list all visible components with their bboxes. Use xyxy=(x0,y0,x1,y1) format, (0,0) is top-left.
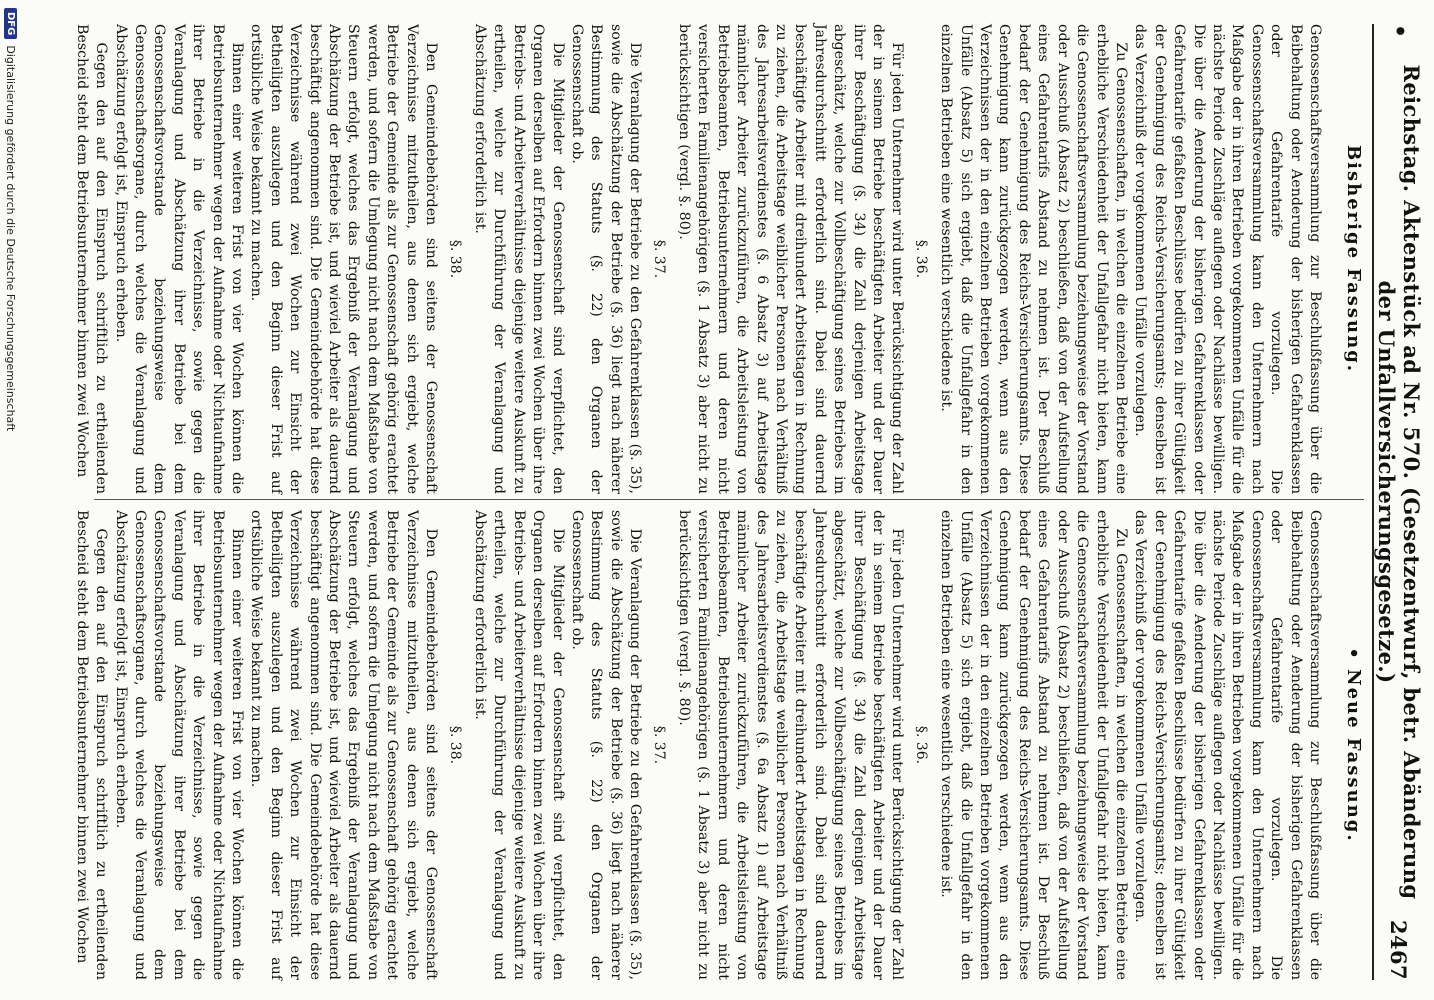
paragraph: Den Gemeindebehörden sind seitens der Genossenschaft Verzeichnisse mitzutheilen, aus denen sich ergiebt, welche Betriebe der Gemeinde als zur Genossenschaft gehörig erachtet werden, und sofern die Umlegung nicht nach dem Maßstabe von Steuern erfolgt, welches das Ergebniß der Veranlagung und Abschätzung der Betriebe ist, und wieviel Arbeiter als dauernd beschäftigt angenommen sind. Die Gemeindebehörde hat diese Verzeichnisse während zwei Wochen zur Einsicht der Betheiligten auszulegen und den Beginn dieser Frist auf ortsübliche Weise bekannt zu machen. xyxy=(248,510,440,980)
paragraph: Die Mitglieder der Genossenschaft sind verpflichtet, den Organen derselben auf Erfordern binnen zwei Wochen über ihre Betriebs- und Arbeiterverhältnisse diejenige weitere Auskunft zu ertheilen, welche zur Durchführung der Veranlagung und Abschätzung erforderlich ist. xyxy=(471,510,566,980)
paragraph: Binnen einer weiteren Frist von vier Wochen können die Betriebsunternehmer wegen der Aufnahme oder Nichtaufnahme ihrer Betriebe in die Verzeichnisse, sowie gegen die Veranlagung und Abschätzung ihrer Betriebe bei dem Genossenschaftsvorstande beziehungsweise dem Genossenschaftsorgane, durch welches die Veranlagung und Abschätzung erfolgt ist, Einspruch erheben. xyxy=(112,510,246,980)
page-number: 2467 xyxy=(1386,919,1412,980)
section-heading: §. 38. xyxy=(446,725,463,765)
paragraph: Zu Genossenschaften, in welchen die einzelnen Betriebe eine erhebliche Verschiedenheit der Unfallgefahr nicht bieten, kann die Genossenschaftsversammlung beziehungsweise der Vorstand oder Ausschuß (Absatz 2) beschließen, daß von der Aufstellung eines Gefahrentarifs Abstand zu nehmen ist. Der Beschluß bedarf der Genehmigung des Reichs-Versicherungsamts. Diese Genehmigung kann zurückgezogen werden, wenn aus den Verzeichnissen der in den einzelnen Betrieben vorgekommenen Unfälle (Absatz 5) sich ergiebt, daß die Unfallgefahr in den einzelnen Betrieben eine wesentlich verschiedene ist. xyxy=(938,24,1129,494)
section-heading: §. 36. xyxy=(912,725,929,765)
paragraph: Die Veranlagung der Betriebe zu den Gefahrenklassen (§. 35), sowie die Abschätzung der Betriebe (§. 36) liegt nach näherer Bestimmung des Statuts (§. 22) den Organen der Genossenschaft ob. xyxy=(568,24,644,494)
header-rule xyxy=(1372,24,1374,980)
page-title: Reichstag. Aktenstück ad Nr. 570. (Gesetzentwurf, betr. Abänderung der Unfallversicherungsgesetze.) xyxy=(1374,64,1424,900)
dfg-logo: DFG xyxy=(5,8,18,39)
paragraph: Binnen einer weiteren Frist von vier Wochen können die Betriebsunternehmer wegen der Aufnahme oder Nichtaufnahme ihrer Betriebe in die Verzeichnisse, sowie gegen die Veranlagung und Abschätzung ihrer Betriebe bei dem Genossenschaftsvorstande beziehungsweise dem Genossenschaftsorgane, durch welches die Veranlagung und Abschätzung erfolgt ist, Einspruch erheben. xyxy=(112,24,246,494)
header-marker: • xyxy=(1386,24,1412,39)
paragraph: Für jeden Unternehmer wird unter Berücksichtigung der Zahl der in seinem Betriebe beschäftigten Arbeiter und der Dauer ihrer Beschäftigung (§. 34) die Zahl derjenigen Arbeitstage abgeschätzt, welche zur Vollbeschäftigung seines Betriebes im Jahresdurchschnitt erforderlich sind. Dabei sind dauernd beschäftigte Arbeiter mit dreihundert Arbeitstagen in Rechnung zu ziehen, die Arbeitstage weiblicher Personen nach Verhältniß des Jahresarbeitsverdienstes (§. 6a Absatz 1) auf Arbeitstage männlicher Arbeiter zurückzuführen, die Arbeitsleistung von Betriebsbeamten, Betriebsunternehmern und deren nicht versicherten Familienangehörigen (§. 1 Absatz 3) aber nicht zu berücksichtigen (vergl. §. 80). xyxy=(676,510,906,980)
paragraph: Die Veranlagung der Betriebe zu den Gefahrenklassen (§. 35), sowie die Abschätzung der Betriebe (§. 36) liegt nach näherer Bestimmung des Statuts (§. 22) den Organen der Genossenschaft ob. xyxy=(568,510,644,980)
section-heading: §. 37. xyxy=(650,725,667,765)
left-column-heading: Bisherige Fassung. xyxy=(1343,144,1364,374)
right-column xyxy=(73,510,1324,980)
paragraph: Gegen den auf den Einspruch schriftlich zu ertheilenden Bescheid steht dem Betriebsunternehmer binnen zwei Wochen xyxy=(73,24,110,494)
paragraph: Für jeden Unternehmer wird unter Berücksichtigung der Zahl der in seinem Betriebe beschäftigten Arbeiter und der Dauer ihrer Beschäftigung (§. 34) die Zahl derjenigen Arbeitstage abgeschätzt, welche zur Vollbeschäftigung seines Betriebes im Jahresdurchschnitt erforderlich sind. Dabei sind dauernd beschäftigte Arbeiter mit dreihundert Arbeitstagen in Rechnung zu ziehen, die Arbeitstage weiblicher Personen nach Verhältniß des Jahresarbeitsverdienstes (§. 6 Absatz 3) auf Arbeitstage männlicher Arbeiter zurückzuführen, die Arbeitsleistung von Betriebsbeamten, Betriebsunternehmern und deren nicht versicherten Familienangehörigen (§. 1 Absatz 3) aber nicht zu berücksichtigen (vergl. §. 80). xyxy=(676,24,906,494)
paragraph: Genossenschaftsversammlung zur Beschlußfassung über die Beibehaltung oder Aenderung der bisherigen Gefahrenklassen oder Gefahrentarife vorzulegen. Die Genossenschaftsversammlung kann den Unternehmern nach Maßgabe der in ihren Betrieben vorgekommenen Unfälle für die nächste Periode Zuschläge auflegen oder Nachlässe bewilligen. Die über die Aenderung der bisherigen Gefahrenklassen oder Gefahrentarife gefaßten Beschlüsse bedürfen zu ihrer Gültigkeit der Genehmigung des Reichs-Versicherungsamts; denselben ist das Verzeichniß der vorgekommenen Unfälle vorzulegen. xyxy=(1132,24,1323,494)
paragraph: Gegen den auf den Einspruch schriftlich zu ertheilenden Bescheid steht dem Betriebsunternehmer binnen zwei Wochen xyxy=(73,510,110,980)
paragraph: Den Gemeindebehörden sind seitens der Genossenschaft Verzeichnisse mitzutheilen, aus denen sich ergiebt, welche Betriebe der Gemeinde als zur Genossenschaft gehörig erachtet werden, und sofern die Umlegung nicht nach dem Maßstabe von Steuern erfolgt, welches das Ergebniß der Veranlagung und Abschätzung der Betriebe ist, und wieviel Arbeiter als dauernd beschäftigt angenommen sind. Die Gemeindebehörde hat diese Verzeichnisse während zwei Wochen zur Einsicht der Betheiligten auszulegen und den Beginn dieser Frist auf ortsübliche Weise bekannt zu machen. xyxy=(248,24,440,494)
footer-text: Digitalisierung gefördert durch die Deutsche Forschungsgemeinschaft xyxy=(4,45,18,432)
paragraph: Die Mitglieder der Genossenschaft sind verpflichtet, den Organen derselben auf Erfordern binnen zwei Wochen über ihre Betriebs- und Arbeiterverhältnisse diejenige weitere Auskunft zu ertheilen, welche zur Durchführung der Veranlagung und Abschätzung erforderlich ist. xyxy=(471,24,566,494)
section-heading: §. 37. xyxy=(650,239,667,279)
section-heading: §. 36. xyxy=(912,239,929,279)
paragraph: Zu Genossenschaften, in welchen die einzelnen Betriebe eine erhebliche Verschiedenheit der Unfallgefahr nicht bieten, kann die Genossenschaftsversammlung beziehungsweise der Vorstand oder Ausschuß (Absatz 2) beschließen, daß von der Aufstellung eines Gefahrentarifs Abstand zu nehmen ist. Der Beschluß bedarf der Genehmigung des Reichs-Versicherungsamts. Diese Genehmigung kann zurückgezogen werden, wenn aus den Verzeichnissen der in den einzelnen Betrieben vorgekommenen Unfälle (Absatz 5) sich ergiebt, daß die Unfallgefahr in den einzelnen Betrieben eine wesentlich verschiedene ist. xyxy=(938,510,1129,980)
digitization-footer xyxy=(0,0,22,1000)
paragraph: Genossenschaftsversammlung zur Beschlußfassung über die Beibehaltung oder Aenderung der bisherigen Gefahrenklassen oder Gefahrentarife vorzulegen. Die Genossenschaftsversammlung kann den Unternehmern nach Maßgabe der in ihren Betrieben vorgekommenen Unfälle für die nächste Periode Zuschläge auflegen oder Nachlässe bewilligen. Die über die Aenderung der bisherigen Gefahrenklassen oder Gefahrentarife gefaßten Beschlüsse bedürfen zu ihrer Gültigkeit der Genehmigung des Reichs-Versicherungsamts; denselben ist das Verzeichniß der vorgekommenen Unfälle vorzulegen. xyxy=(1132,510,1323,980)
left-column xyxy=(73,24,1324,494)
right-column-heading: • Neue Fassung. xyxy=(1343,647,1364,843)
column-divider xyxy=(94,499,1364,500)
section-heading: §. 38. xyxy=(446,239,463,279)
page-header xyxy=(1376,24,1422,980)
